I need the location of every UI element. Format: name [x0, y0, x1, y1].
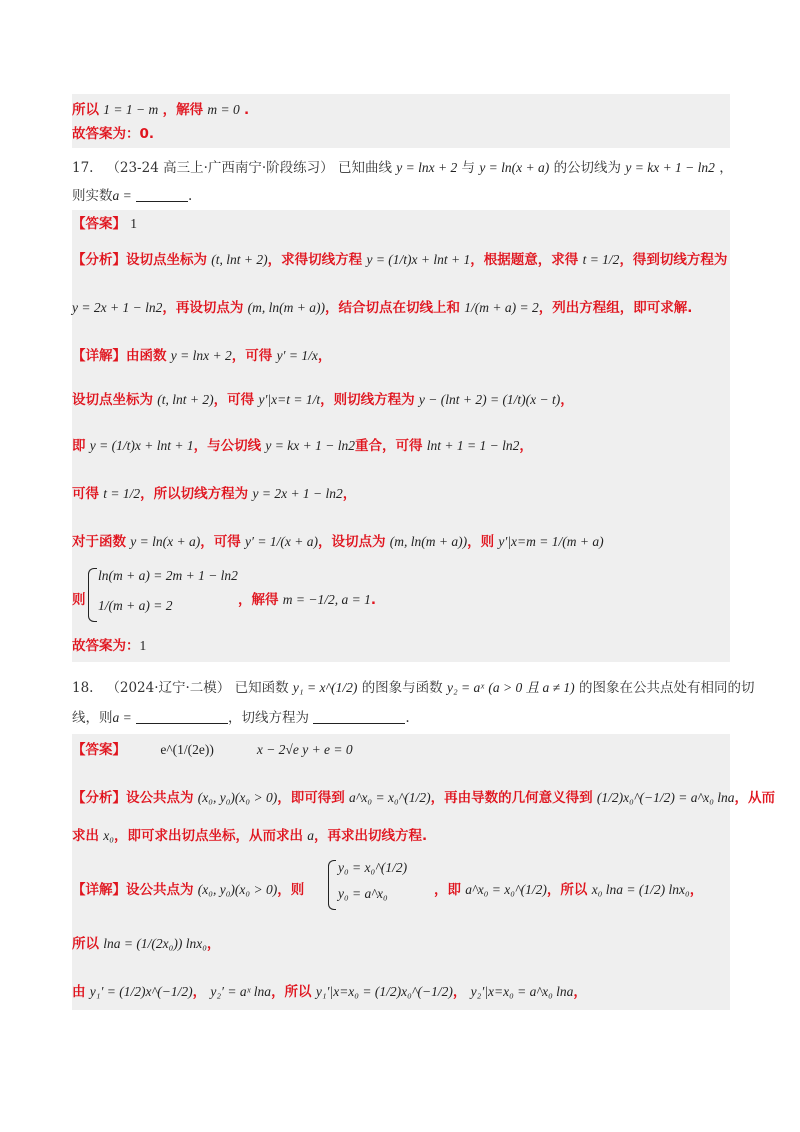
question-number: 18.	[72, 680, 94, 696]
q17-detail-line4	[72, 484, 356, 504]
question-source: （23-24 高三上·广西南宁·阶段练习）	[106, 160, 334, 176]
equation: y₂′|x=x₀ = a^x₀ lna	[470, 984, 574, 999]
text: 求出	[72, 828, 99, 844]
equation: a	[307, 828, 315, 843]
q18-detail-line3	[72, 982, 587, 1002]
text: 设公共点为	[126, 882, 194, 898]
text: ，列出方程组，即可求解.	[538, 300, 693, 316]
text: 则实数	[72, 188, 113, 204]
equation: y₁′|x=x₀ = (1/2)x₀^(−1/2)	[315, 984, 453, 999]
equation: (m, ln(m + a))	[247, 300, 325, 315]
text: 可得	[72, 486, 99, 502]
q17-solve-result	[238, 588, 376, 608]
text: ，设切点为	[317, 534, 386, 550]
answer-blank-a	[136, 709, 228, 724]
text: ，	[342, 486, 357, 502]
text: 设切点坐标为	[72, 392, 153, 408]
equation: y₂′ = aˣ lna	[210, 984, 272, 999]
text: 所以	[72, 936, 99, 952]
equation: y₁ = x^(1/2)	[292, 680, 358, 695]
equation: (x₀, y₀)(x₀ > 0)	[197, 790, 278, 805]
q17-line1	[72, 158, 733, 178]
text: ，可得	[200, 534, 241, 550]
detail-label: 【详解】	[72, 882, 126, 898]
equation: (m, ln(m + a))	[389, 534, 468, 549]
text: 则	[72, 592, 86, 608]
q17-detail-line1	[72, 346, 331, 366]
equation: (t, lnt + 2)	[211, 252, 268, 267]
equation: a^x₀ = x₀^(1/2)	[465, 882, 547, 897]
equation: 1/(m + a) = 2	[464, 300, 539, 315]
text: .	[370, 592, 377, 608]
text: ，	[573, 984, 587, 1000]
q18-line2	[72, 708, 410, 728]
text: ，从而	[734, 790, 776, 806]
answer-blank	[136, 187, 188, 202]
answer-blank-tangent	[313, 709, 405, 724]
equation: y − (lnt + 2) = (1/t)(x − t)	[418, 392, 561, 407]
equation: ln(m + a) = 2m + 1 − ln2	[98, 568, 238, 583]
text: 重合，可得	[354, 438, 423, 454]
text: ，则	[467, 534, 495, 550]
answer-value: 1	[130, 216, 138, 231]
answer-value-a: e^(1/(2e))	[160, 742, 214, 757]
text: ，得到切线方程为	[619, 252, 728, 268]
q17-answer	[72, 214, 137, 234]
q16-conclusion-line	[72, 100, 249, 120]
q17-line2	[72, 186, 192, 206]
text: 线，则	[72, 710, 113, 726]
text: ，可得	[213, 392, 255, 408]
equation: y = kx + 1 − ln2	[265, 438, 355, 453]
q17-detail-line3	[72, 436, 533, 456]
text: ，再求出切线方程.	[314, 828, 428, 844]
equation: t = 1/2	[103, 486, 141, 501]
equation: a^x₀ = x₀^(1/2)	[349, 790, 431, 805]
equation: a =	[112, 710, 132, 725]
equation: y = (1/t)x + lnt + 1	[366, 252, 471, 267]
text: .	[188, 188, 193, 204]
detail-label: 【详解】	[72, 348, 126, 364]
equation: (1/2)x₀^(−1/2) = a^x₀ lna	[596, 790, 735, 805]
text: ，所以	[271, 984, 312, 1000]
text: ，结合切点在切线上和	[324, 300, 460, 316]
text: ，	[689, 882, 704, 898]
equation: y′ = 1/x	[276, 348, 318, 363]
answer-label: 【答案】	[72, 216, 126, 232]
text: 所以	[72, 102, 99, 118]
equation: x₀	[103, 828, 114, 843]
equation: x₀ lna = (1/2) lnx₀	[591, 882, 690, 897]
q17-analysis-line1	[72, 250, 727, 270]
equation: y = (1/t)x + lnt + 1	[89, 438, 194, 453]
q18-detail-rest	[434, 878, 703, 898]
text: ，	[192, 984, 207, 1000]
q16-solution-tail	[72, 94, 730, 148]
text: 已知函数	[234, 680, 289, 696]
text: 设公共点为	[126, 790, 194, 806]
text: ，可得	[231, 348, 273, 364]
equation: y′|x=t = 1/t	[258, 392, 321, 407]
q17-detail-line5	[72, 532, 604, 552]
equation: lna = (1/(2x₀)) lnx₀	[103, 936, 207, 951]
analysis-label: 【分析】	[72, 790, 126, 806]
q18-analysis-line2	[72, 826, 427, 846]
q17-detail-line6	[72, 566, 672, 626]
text: ，	[719, 160, 733, 176]
equation: y′ = 1/(x + a)	[245, 534, 318, 549]
equation: y = lnx + 2	[170, 348, 232, 363]
text: 由函数	[126, 348, 167, 364]
text: ，则	[277, 882, 305, 898]
text: .	[244, 102, 250, 118]
text: ，即可求出切点坐标，从而求出	[113, 828, 303, 844]
answer-value: 1	[139, 638, 147, 653]
q18-analysis-line1	[72, 788, 775, 808]
answer-value-tangent: x − 2√e y + e = 0	[256, 742, 353, 757]
q18-solution	[72, 734, 776, 1010]
text: ，	[560, 392, 574, 408]
text: ，与公切线	[193, 438, 262, 454]
text: ，再由导数的几何意义得到	[430, 790, 593, 806]
text: ，根据题意，求得	[470, 252, 579, 268]
equation: y = ln(x + a)	[479, 160, 550, 175]
system-brace	[88, 568, 97, 622]
analysis-label: 【分析】	[72, 252, 126, 268]
text: 由	[72, 984, 86, 1000]
text: 的公切线为	[553, 160, 622, 176]
equation: y₁′ = (1/2)x^(−1/2)	[89, 984, 193, 999]
q18-line1	[72, 678, 754, 698]
text: 设切点坐标为	[126, 252, 207, 268]
text: ，求得切线方程	[267, 252, 363, 268]
equation: y₀ = a^x₀	[338, 886, 388, 901]
q18-detail-line1	[72, 858, 712, 914]
equation: y = lnx + 2	[396, 160, 458, 175]
q17-analysis-line2	[72, 298, 692, 318]
equation: y₂ = aˣ	[446, 680, 485, 695]
q18-answer	[72, 740, 353, 760]
equation: y = kx + 1 − ln2	[625, 160, 715, 175]
text: ，	[519, 438, 533, 454]
question-17	[72, 152, 733, 210]
equation: y = 2x + 1 − ln2	[252, 486, 343, 501]
equation: 1 = 1 − m	[103, 102, 159, 117]
question-number: 17.	[72, 160, 94, 176]
text: ，即	[434, 882, 461, 898]
text: ，所以切线方程为	[140, 486, 249, 502]
equation: lnt + 1 = 1 − ln2	[426, 438, 520, 453]
q17-final-answer	[72, 636, 146, 656]
equation: a =	[112, 188, 132, 203]
text: 对于函数	[72, 534, 126, 550]
equation: y = 2x + 1 − ln2	[72, 300, 163, 315]
q17-solution	[72, 210, 730, 662]
text: ，解得	[162, 102, 204, 118]
system-brace	[328, 860, 336, 910]
text: ，则切线方程为	[320, 392, 415, 408]
equation: y₀ = x₀^(1/2)	[338, 860, 408, 875]
equation: (x₀, y₀)(x₀ > 0)	[197, 882, 278, 897]
q17-detail-line2	[72, 390, 574, 410]
equation: 1/(m + a) = 2	[98, 598, 173, 613]
equation: m = 0	[207, 102, 240, 117]
text: ，	[206, 936, 221, 952]
text: ，	[317, 348, 332, 364]
text: 故答案为：	[72, 638, 140, 654]
text: ，再设切点为	[162, 300, 244, 316]
equation: (a > 0 且 a ≠ 1)	[488, 680, 575, 695]
q16-final-answer: 故答案为：0.	[72, 126, 155, 142]
text: 与	[461, 160, 476, 176]
equation: (t, lnt + 2)	[157, 392, 214, 407]
text: ，即可得到	[277, 790, 345, 806]
text: 的图象与函数	[361, 680, 443, 696]
text: ，解得	[238, 592, 279, 608]
text: 的图象在公共点处有相同的切	[578, 680, 755, 696]
question-18	[72, 664, 755, 732]
question-source: （2024·辽宁·二模）	[106, 680, 231, 696]
text: ，	[452, 984, 467, 1000]
text: ，切线方程为	[228, 710, 310, 726]
equation: y′|x=m = 1/(m + a)	[498, 534, 604, 549]
text: 即	[72, 438, 86, 454]
equation: y = ln(x + a)	[130, 534, 201, 549]
text: .	[405, 710, 410, 726]
q18-detail-start	[72, 878, 304, 898]
answer-label: 【答案】	[72, 742, 126, 758]
equation: m = −1/2, a = 1	[282, 592, 371, 607]
equation: t = 1/2	[582, 252, 620, 267]
text: 已知曲线	[337, 160, 392, 176]
text: ，所以	[546, 882, 588, 898]
q18-detail-line2	[72, 934, 220, 954]
